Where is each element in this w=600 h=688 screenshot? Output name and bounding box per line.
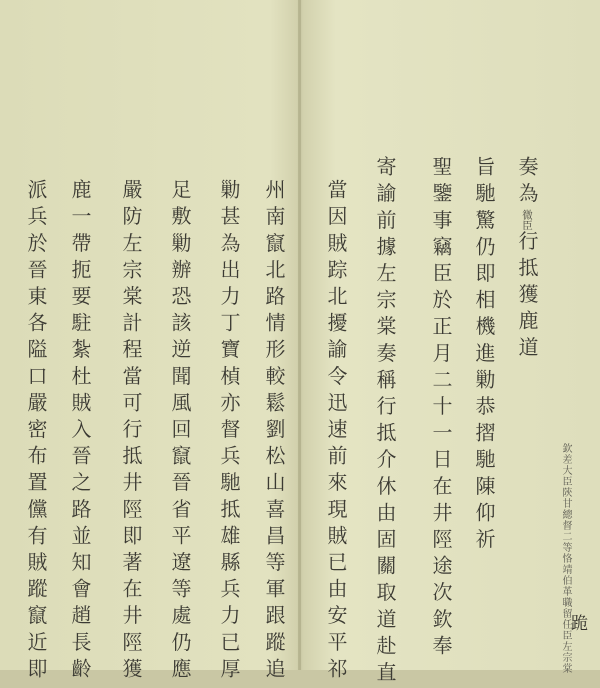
page-fold	[298, 0, 301, 670]
column-8: 足敷勦辦恐該逆聞風回竄晉省平遼等處仍應	[168, 179, 192, 685]
column-7: 勦甚為出力丁寶楨亦督兵馳抵雄縣兵力已厚	[217, 179, 241, 685]
margin-note: 欽差大臣陝甘總督二等恪靖伯革職留任臣左宗棠	[560, 443, 571, 674]
column-11: 派兵於晉東各隘口嚴密布置儻有賊蹤竄近即	[24, 179, 48, 685]
column-4: 寄諭前據左宗棠奏稱行抵介休由固關取道赴直	[373, 156, 397, 688]
column-5: 當因賊踪北擾諭令迅速前來現賊已由安平祁	[324, 179, 348, 685]
column-10: 鹿一帶扼要駐紮杜賊入晉之路並知會趙長齡	[68, 179, 92, 685]
column-1-small: 微臣	[521, 209, 533, 231]
column-1	[513, 156, 542, 363]
column-2: 旨馳驚仍即相機進勦恭摺馳陳仰祈	[472, 156, 496, 555]
column-9: 嚴防左宗棠計程當可行抵井陘即著在井陘獲	[119, 179, 143, 685]
column-1-text: 奏為	[515, 156, 539, 210]
signature: 跪	[567, 614, 587, 631]
column-1-text2: 行抵獲鹿道	[515, 230, 539, 364]
column-3: 聖鑒事竊臣於正月二十一日在井陘途次欽奉	[429, 156, 453, 662]
column-6: 州南竄北路情形較鬆劉松山喜昌等軍跟蹤追	[262, 179, 286, 685]
